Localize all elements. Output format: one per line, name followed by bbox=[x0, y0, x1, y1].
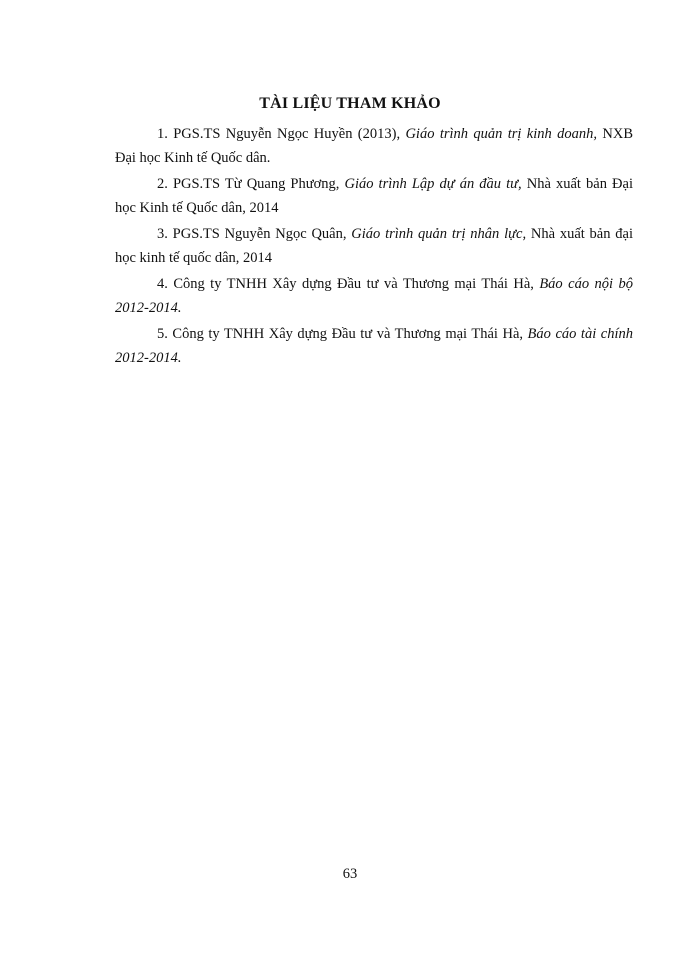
reference-italic-title: Giáo trình Lập dự án đầu tư, bbox=[344, 176, 522, 192]
reference-italic-title: Giáo trình quản trị nhân lực, bbox=[351, 226, 527, 242]
reference-text: Nhà xuất bản Đại học Kinh tế Quốc dân, 2014 bbox=[115, 176, 633, 216]
reference-item bbox=[115, 172, 633, 220]
reference-item bbox=[115, 122, 633, 170]
reference-list bbox=[115, 122, 633, 372]
reference-italic-title: Báo cáo tài chính 2012-2014. bbox=[115, 326, 633, 366]
reference-text: 5. Công ty TNHH Xây dựng Đầu tư và Thương mại Thái Hà, bbox=[157, 326, 528, 342]
reference-text: 3. PGS.TS Nguyễn Ngọc Quân, bbox=[157, 226, 352, 242]
reference-text: 1. PGS.TS Nguyễn Ngọc Huyền (2013), bbox=[157, 126, 406, 142]
reference-italic-title: Giáo trình quản trị kinh doanh, bbox=[405, 126, 598, 142]
reference-text: 4. Công ty TNHH Xây dựng Đầu tư và Thương mại Thái Hà, bbox=[157, 276, 540, 292]
reference-italic-title: Báo cáo nội bộ 2012-2014. bbox=[115, 276, 633, 316]
page-title: TÀI LIỆU THAM KHẢO bbox=[259, 95, 441, 112]
reference-item bbox=[115, 222, 633, 270]
reference-text: NXB Đại học Kinh tế Quốc dân. bbox=[115, 126, 633, 166]
page-number: 63 bbox=[342, 866, 358, 882]
reference-item bbox=[115, 272, 633, 320]
reference-item bbox=[115, 322, 633, 370]
reference-text: 2. PGS.TS Từ Quang Phương, bbox=[157, 176, 345, 192]
reference-text: Nhà xuất bản đại học kinh tế quốc dân, 2014 bbox=[115, 226, 633, 266]
